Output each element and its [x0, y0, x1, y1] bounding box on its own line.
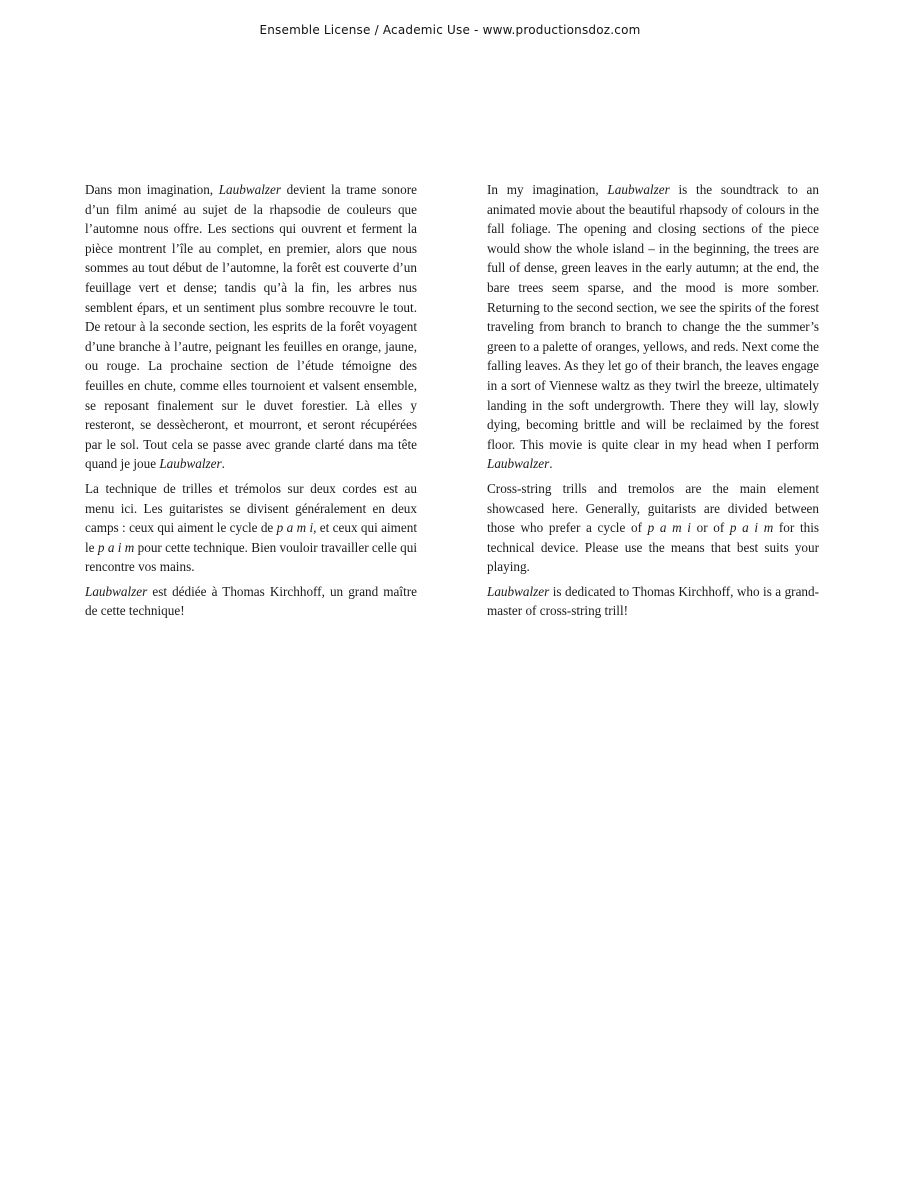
english-column — [487, 180, 819, 626]
english-paragraph-2 — [487, 479, 819, 577]
text-run: . — [549, 456, 553, 472]
text-run: Dans mon imagination, — [85, 182, 219, 197]
text-run: for this technical device. Please use the means that best suits your playing. — [487, 520, 819, 575]
fingering-pami: p a m i — [647, 520, 691, 536]
piece-title: Laubwalzer — [487, 456, 550, 472]
text-run: est dédiée à Thomas Kirchhoff, un grand maître de cette technique! — [85, 583, 417, 619]
text-run: pour cette technique. Bien vouloir travailler celle qui rencontre vos mains. — [85, 539, 418, 575]
text-run: is dedicated to Thomas Kirchhoff, who is a grand-master of cross-string trill! — [487, 583, 819, 619]
text-run: devient la trame sonore d’un film animé au sujet de la rhapsodie de couleurs que l’automne nous offre. Les sections qui ouvrent et ferment la pièce montrent l’île au complet, en premier, alors que nous sommes au tout début de l’automne, la forêt est couverte d’un feuillage vert et dense; tandis qu’à la fin, les arbres nus semblent épars, et un sentiment plus sombre recouvre le tout. De retour à la seconde section, les esprits de la forêt voyagent d’une branche à l’autre, peignant les feuilles en orange, jaune, ou rouge. La prochaine section de l’étude témoigne des feuilles en chute, comme elles tournoient et valsent ensemble, se reposant finalement sur le duvet forestier. Là elles y resteront, se dessècheront, et mourront, et seront récupérées par le sol. Tout cela se passe avec grande clarté dans ma tête quand je joue — [85, 182, 417, 472]
text-run: or of — [690, 520, 730, 536]
text-run: et ceux qui aiment le — [85, 520, 417, 555]
piece-title: Laubwalzer — [218, 182, 281, 197]
text-run: In my imagination, — [487, 182, 608, 197]
text-run: . — [221, 456, 225, 472]
english-paragraph-3 — [487, 582, 819, 621]
license-header: Ensemble License / Academic Use - www.productionsdoz.com — [259, 23, 641, 37]
french-paragraph-1 — [85, 180, 417, 474]
fingering-paim: p a i m — [97, 539, 135, 555]
french-paragraph-2 — [85, 479, 417, 577]
piece-title: Laubwalzer — [159, 456, 222, 472]
english-paragraph-1 — [487, 180, 819, 474]
text-run: is the soundtrack to an animated movie about the beautiful rhapsody of colours in the fall foliage. The opening and closing sections of the piece would show the whole island – in the beginning, the trees are full of dense, green leaves in the early autumn; at the end, the bare trees seem sparse, and the mood is more somber. Returning to the second section, we see the spirits of the forest traveling from branch to branch to change the the summer’s green to a palette of oranges, yellows, and reds. Next come the falling leaves. As they let go of their branch, the leaves engage in a sort of Viennese waltz as they twirl the breeze, ultimately landing in the soft undergrowth. There they will lay, slowly dying, becoming brittle and will be reclaimed by the forest floor. This movie is quite clear in my head when I perform — [487, 182, 819, 452]
fingering-pami: p a m i, — [276, 520, 317, 536]
piece-title: Laubwalzer — [487, 583, 550, 599]
text-run: Cross-string trills and tremolos are the main element showcased here. Generally, guitarists are divided between those who prefer a cycle of — [487, 480, 819, 536]
french-paragraph-3 — [85, 582, 417, 621]
text-run: La technique de trilles et trémolos sur deux cordes est au menu ici. Les guitaristes se divisent généralement en deux camps : ceux qui aiment le cycle de — [85, 480, 417, 536]
piece-title: Laubwalzer — [607, 182, 670, 197]
fingering-paim: p a i m — [729, 520, 774, 536]
french-column — [85, 180, 417, 626]
piece-title: Laubwalzer — [85, 583, 148, 599]
